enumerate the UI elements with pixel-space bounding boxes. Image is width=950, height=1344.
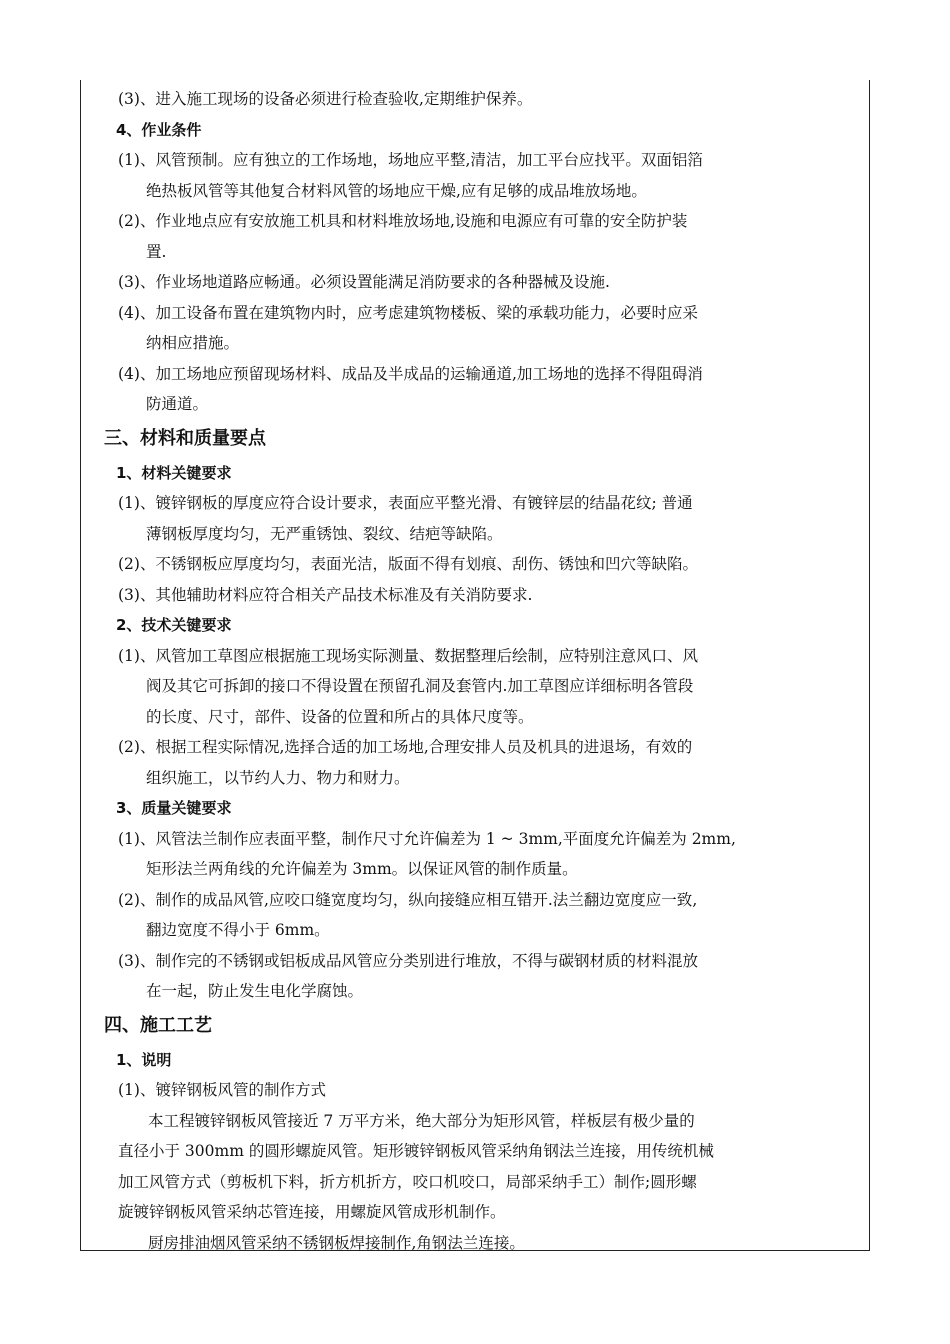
subsection-heading: 1、说明 [116,1050,172,1069]
list-item: (3)、制作完的不锈钢或铝板成品风管应分类别进行堆放，不得与碳钢材质的材料混放 [118,951,698,970]
list-item-continuation: 绝热板风管等其他复合材料风管的场地应干燥,应有足够的成品堆放场地。 [146,181,647,200]
list-item: (2)、作业地点应有安放施工机具和材料堆放场地,设施和电源应有可靠的安全防护装 [118,212,688,230]
list-item-continuation: 薄钢板厚度均匀，无严重锈蚀、裂纹、结疤等缺陷。 [146,524,503,543]
paragraph-continuation: 旋镀锌钢板风管采纳芯管连接，用螺旋风管成形机制作。 [118,1203,506,1221]
list-item: (4)、加工场地应预留现场材料、成品及半成品的运输通道,加工场地的选择不得阻碍消 [118,364,703,383]
list-item-continuation: 置. [146,242,167,261]
list-item: (1)、风管预制。应有独立的工作场地，场地应平整,清洁，加工平台应找平。双面铝箔 [118,151,703,169]
list-item: (2)、制作的成品风管,应咬口缝宽度均匀，纵向接缝应相互错开.法兰翻边宽度应一致, [118,890,698,909]
list-item: (3)、其他辅助材料应符合相关产品技术标准及有关消防要求. [118,585,533,604]
subsection-heading: 1、材料关键要求 [116,463,232,482]
list-item: (1)、风管法兰制作应表面平整，制作尺寸允许偏差为 1 ~ 3mm,平面度允许偏差为 2mm, [118,829,736,848]
section-heading: 三、材料和质量要点 [104,427,266,449]
list-item-continuation: 组织施工，以节约人力、物力和财力。 [146,768,410,787]
list-item: (1)、镀锌钢板风管的制作方式 [118,1081,326,1099]
list-item-continuation: 翻边宽度不得小于 6mm。 [146,921,330,939]
paragraph: 厨房排油烟风管采纳不锈钢板焊接制作,角钢法兰连接。 [148,1233,525,1252]
list-item: (3)、进入施工现场的设备必须进行检查验收,定期维护保养。 [118,90,533,108]
list-item: (2)、不锈钢板应厚度均匀，表面光洁，版面不得有划痕、刮伤、锈蚀和凹穴等缺陷。 [118,555,698,573]
paragraph-continuation: 直径小于 300mm 的圆形螺旋风管。矩形镀锌钢板风管采纳角钢法兰连接，用传统机械 [118,1142,714,1160]
list-item-continuation: 的长度、尺寸，部件、设备的位置和所占的具体尺度等。 [146,707,534,726]
list-item: (1)、镀锌钢板的厚度应符合设计要求，表面应平整光滑、有镀锌层的结晶花纹; 普通 [118,494,693,512]
section-heading: 四、施工工艺 [104,1014,212,1036]
list-item-continuation: 在一起，防止发生电化学腐蚀。 [146,982,364,1000]
subsection-heading: 4、作业条件 [116,120,202,139]
list-item-continuation: 阀及其它可拆卸的接口不得设置在预留孔洞及套管内.加工草图应详细标明各管段 [146,677,694,695]
list-item: (2)、根据工程实际情况,选择合适的加工场地,合理安排人员及机具的进退场，有效的 [118,738,693,756]
subsection-heading: 3、质量关键要求 [116,799,232,817]
subsection-heading: 2、技术关键要求 [116,616,232,634]
list-item-continuation: 矩形法兰两角线的允许偏差为 3mm。以保证风管的制作质量。 [146,860,578,878]
list-item: (3)、作业场地道路应畅通。必须设置能满足消防要求的各种器械及设施. [118,273,610,291]
paragraph-continuation: 加工风管方式（剪板机下料，折方机折方，咬口机咬口，局部采纳手工）制作;圆形螺 [118,1172,697,1191]
paragraph: 本工程镀锌钢板风管接近 7 万平方米，绝大部分为矩形风管，样板层有极少量的 [148,1111,695,1130]
list-item: (4)、加工设备布置在建筑物内时，应考虑建筑物楼板、梁的承载功能力，必要时应采 [118,303,698,322]
document-body [80,84,870,1258]
list-item: (1)、风管加工草图应根据施工现场实际测量、数据整理后绘制，应特别注意风口、风 [118,646,698,665]
list-item-continuation: 防通道。 [146,395,209,413]
list-item-continuation: 纳相应措施。 [146,334,240,352]
